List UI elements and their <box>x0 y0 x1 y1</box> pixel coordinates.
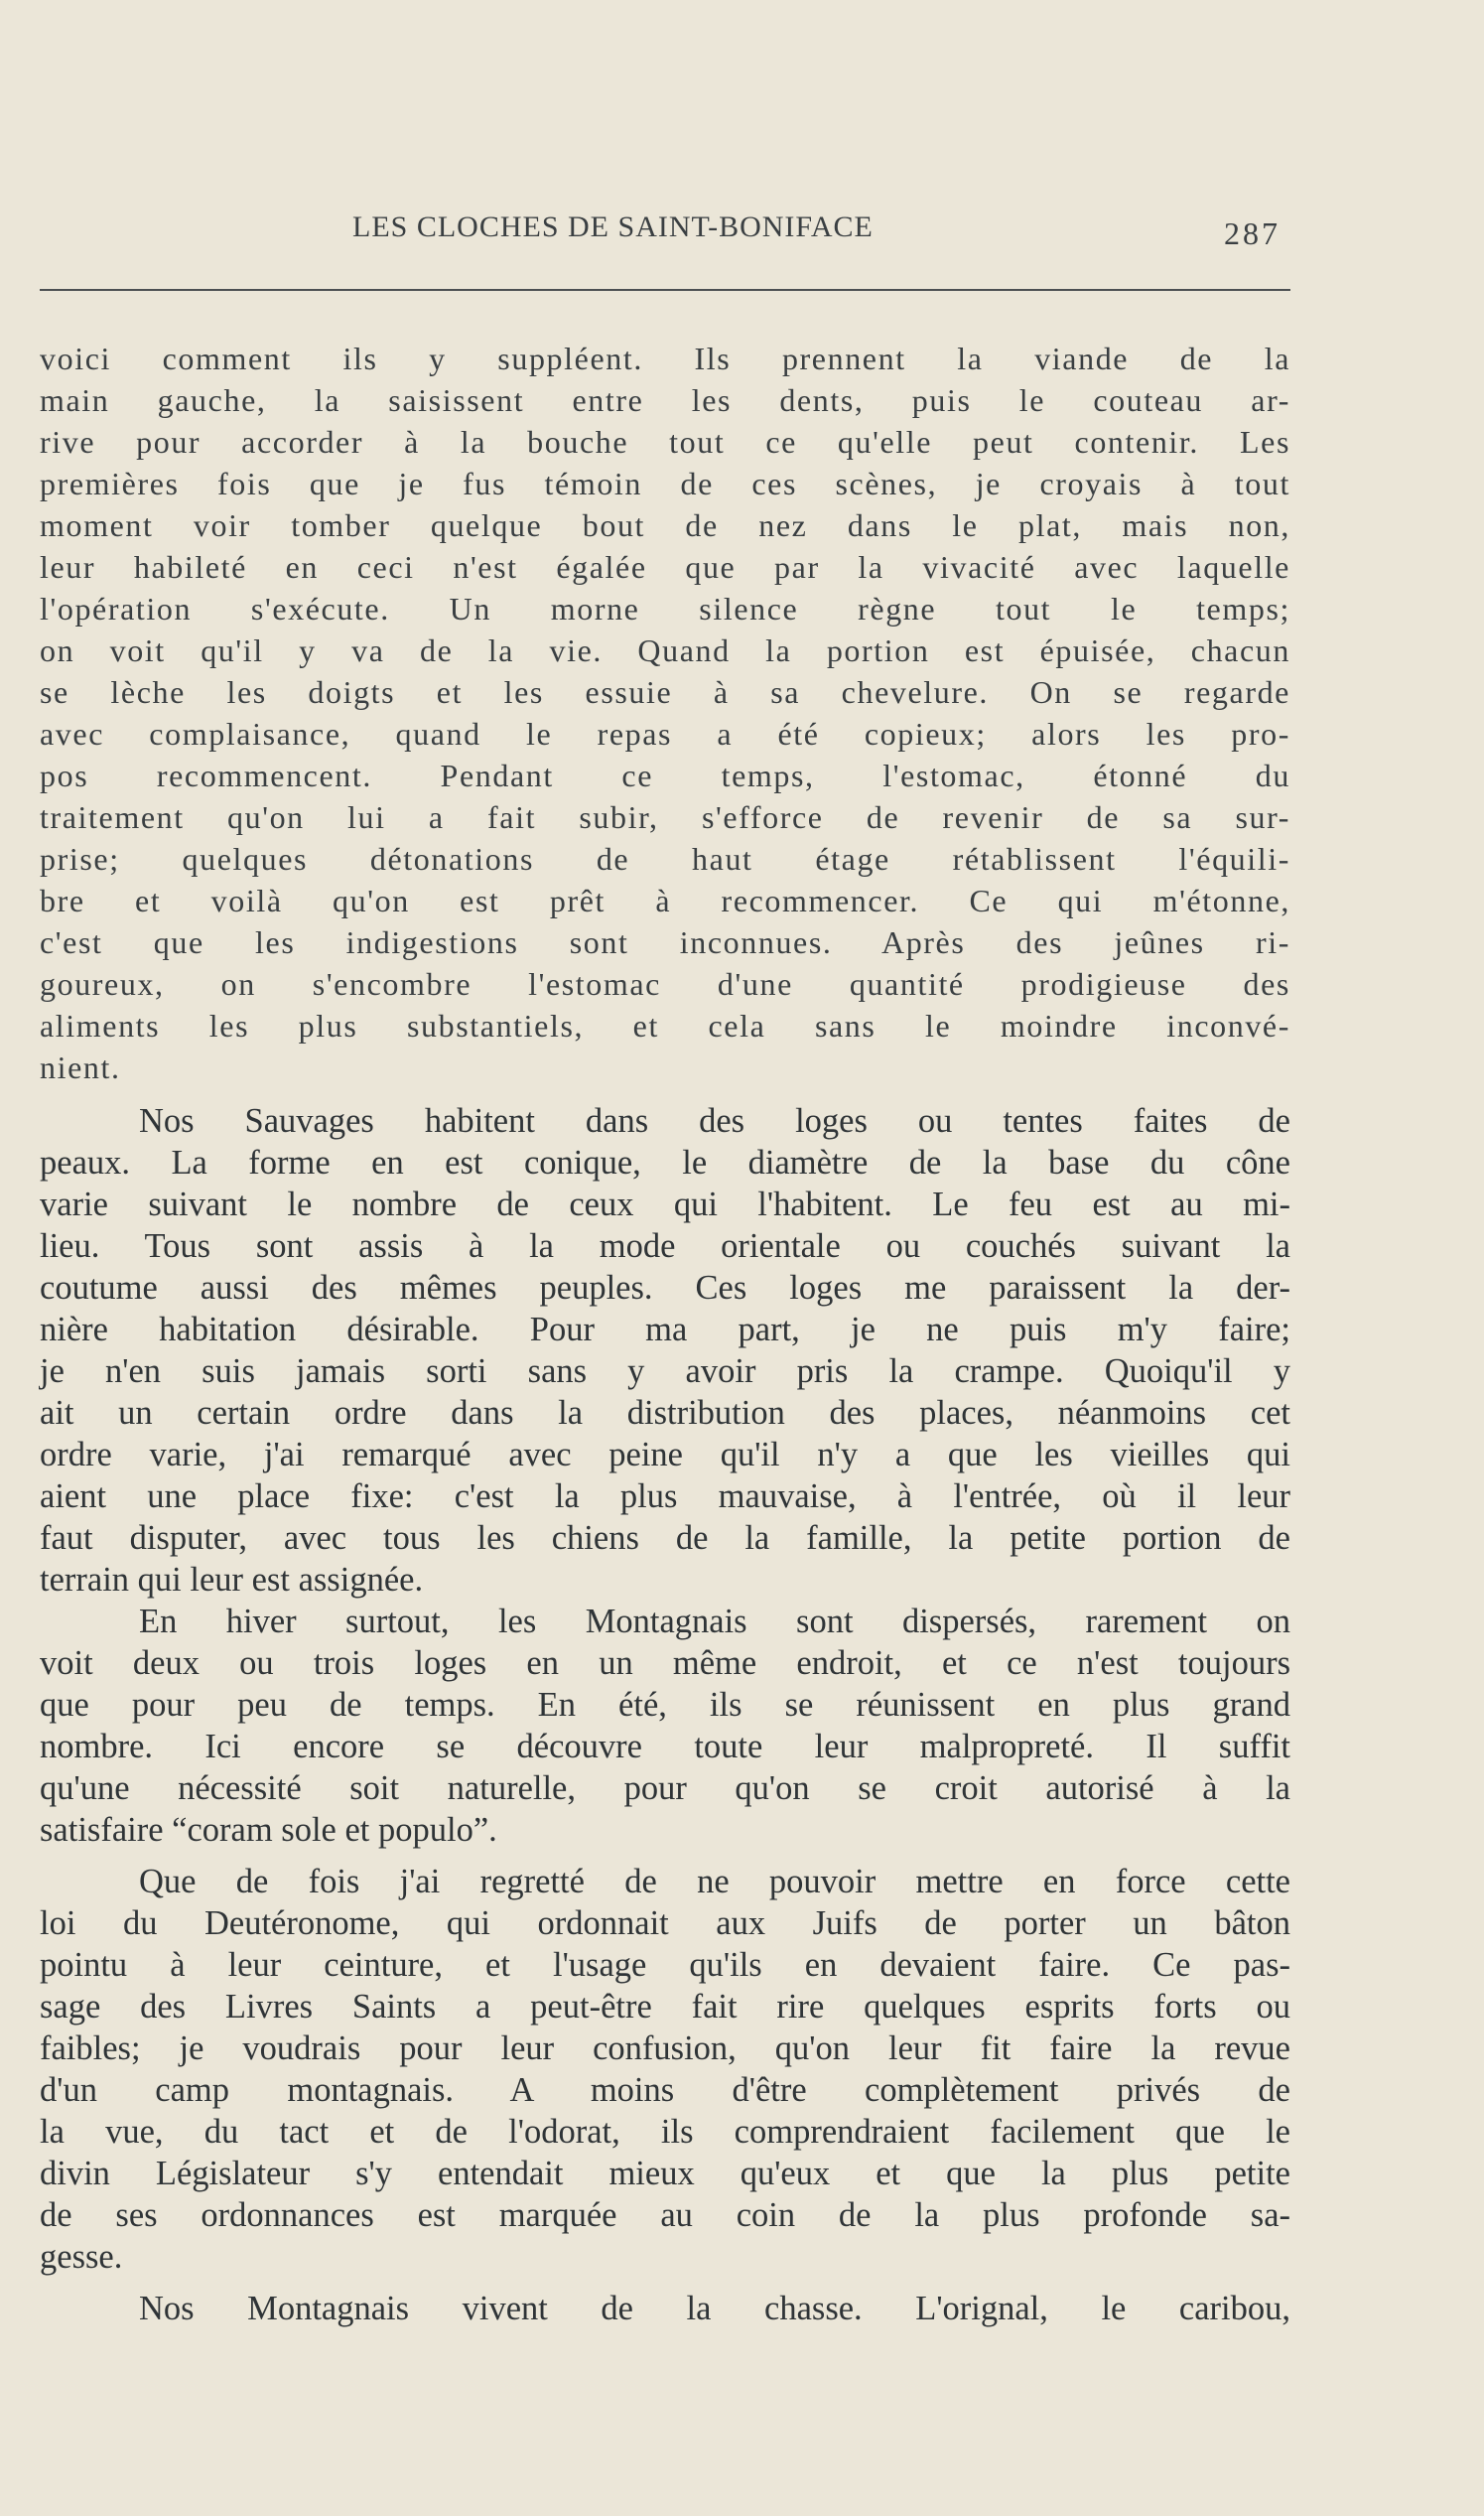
text-line: satisfaire “coram sole et populo”. <box>40 1811 497 1849</box>
text-line: rive pour accorder à la bouche tout ce qu'elle peut contenir. Les <box>40 424 1290 460</box>
text-line: d'un camp montagnais. A moins d'être complètement privés de <box>40 2071 1290 2109</box>
paragraph-meal-custom <box>40 338 1290 1088</box>
header-rule <box>40 289 1290 291</box>
text-line: En hiver surtout, les Montagnais sont dispersés, rarement on <box>139 1603 1290 1640</box>
text-line: Nos Sauvages habitent dans des loges ou tentes faites de <box>139 1102 1290 1140</box>
text-line: nient. <box>40 1049 121 1085</box>
text-line: l'opération s'exécute. Un morne silence règne tout le temps; <box>40 591 1290 627</box>
text-line: terrain qui leur est assignée. <box>40 1561 424 1599</box>
text-line: goureux, on s'encombre l'estomac d'une quantité prodigieuse des <box>40 966 1290 1002</box>
text-line: faibles; je voudrais pour leur confusion, qu'on leur fit faire la revue <box>40 2029 1290 2067</box>
text-line: je n'en suis jamais sorti sans y avoir pris la crampe. Quoiqu'il y <box>40 1352 1290 1390</box>
text-line: varie suivant le nombre de ceux qui l'habitent. Le feu est au mi- <box>40 1186 1290 1223</box>
body-text <box>40 338 1290 2329</box>
paragraph-deuteronomy <box>40 1861 1290 2278</box>
text-line: coutume aussi des mêmes peuples. Ces loges me paraissent la der- <box>40 1269 1290 1307</box>
text-line: divin Législateur s'y entendait mieux qu'eux et que la plus petite <box>40 2155 1290 2192</box>
text-line: pointu à leur ceinture, et l'usage qu'ils en devaient faire. Ce pas- <box>40 1946 1290 1984</box>
text-line: ait un certain ordre dans la distribution des places, néanmoins cet <box>40 1394 1290 1432</box>
text-line: avec complaisance, quand le repas a été copieux; alors les pro- <box>40 716 1290 752</box>
running-title: LES CLOCHES DE SAINT-BONIFACE <box>352 210 874 243</box>
text-line: lieu. Tous sont assis à la mode orientale ou couchés suivant la <box>40 1227 1290 1265</box>
text-line: faut disputer, avec tous les chiens de la famille, la petite portion de <box>40 1519 1290 1557</box>
text-line: on voit qu'il y va de la vie. Quand la portion est épuisée, chacun <box>40 632 1290 668</box>
text-line: se lèche les doigts et les essuie à sa chevelure. On se regarde <box>40 674 1290 710</box>
text-line: nombre. Ici encore se découvre toute leur malpropreté. Il suffit <box>40 1728 1290 1765</box>
paragraph-lodges <box>40 1100 1290 1601</box>
text-line: Nos Montagnais vivent de la chasse. L'orignal, le caribou, <box>139 2290 1290 2327</box>
text-line: main gauche, la saisissent entre les dents, puis le couteau ar- <box>40 382 1290 418</box>
text-line: que pour peu de temps. En été, ils se réunissent en plus grand <box>40 1686 1290 1724</box>
text-line: loi du Deutéronome, qui ordonnait aux Juifs de porter un bâton <box>40 1904 1290 1942</box>
paragraph-hunting <box>40 2288 1290 2329</box>
text-line: bre et voilà qu'on est prêt à recommencer. Ce qui m'étonne, <box>40 883 1290 918</box>
text-line: voit deux ou trois loges en un même endroit, et ce n'est toujours <box>40 1644 1290 1682</box>
text-line: traitement qu'on lui a fait subir, s'efforce de revenir de sa sur- <box>40 799 1290 835</box>
text-line: aient une place fixe: c'est la plus mauvaise, à l'entrée, où il leur <box>40 1477 1290 1515</box>
text-line: de ses ordonnances est marquée au coin de la plus profonde sa- <box>40 2196 1290 2234</box>
text-line: qu'une nécessité soit naturelle, pour qu'on se croit autorisé à la <box>40 1769 1290 1807</box>
text-line: la vue, du tact et de l'odorat, ils comprendraient facilement que le <box>40 2113 1290 2151</box>
text-line: Que de fois j'ai regretté de ne pouvoir mettre en force cette <box>139 1863 1290 1900</box>
text-line: sage des Livres Saints a peut-être fait rire quelques esprits forts ou <box>40 1988 1290 2026</box>
text-line: premières fois que je fus témoin de ces scènes, je croyais à tout <box>40 466 1290 501</box>
text-line: prise; quelques détonations de haut étage rétablissent l'équili- <box>40 841 1290 877</box>
text-line: c'est que les indigestions sont inconnues. Après des jeûnes ri- <box>40 924 1290 960</box>
text-line: peaux. La forme en est conique, le diamètre de la base du cône <box>40 1144 1290 1182</box>
text-line: nière habitation désirable. Pour ma part, je ne puis m'y faire; <box>40 1311 1290 1348</box>
text-line: ordre varie, j'ai remarqué avec peine qu'il n'y a que les vieilles qui <box>40 1436 1290 1473</box>
text-line: voici comment ils y suppléent. Ils prennent la viande de la <box>40 341 1290 376</box>
text-line: moment voir tomber quelque bout de nez dans le plat, mais non, <box>40 507 1290 543</box>
page-number: 287 <box>1224 215 1281 251</box>
paragraph-winter <box>40 1601 1290 1851</box>
page-header <box>40 210 1290 250</box>
text-line: aliments les plus substantiels, et cela sans le moindre inconvé- <box>40 1008 1290 1044</box>
text-line: gesse. <box>40 2238 123 2276</box>
text-line: pos recommencent. Pendant ce temps, l'estomac, étonné du <box>40 758 1290 793</box>
text-line: leur habileté en ceci n'est égalée que par la vivacité avec laquelle <box>40 549 1290 585</box>
